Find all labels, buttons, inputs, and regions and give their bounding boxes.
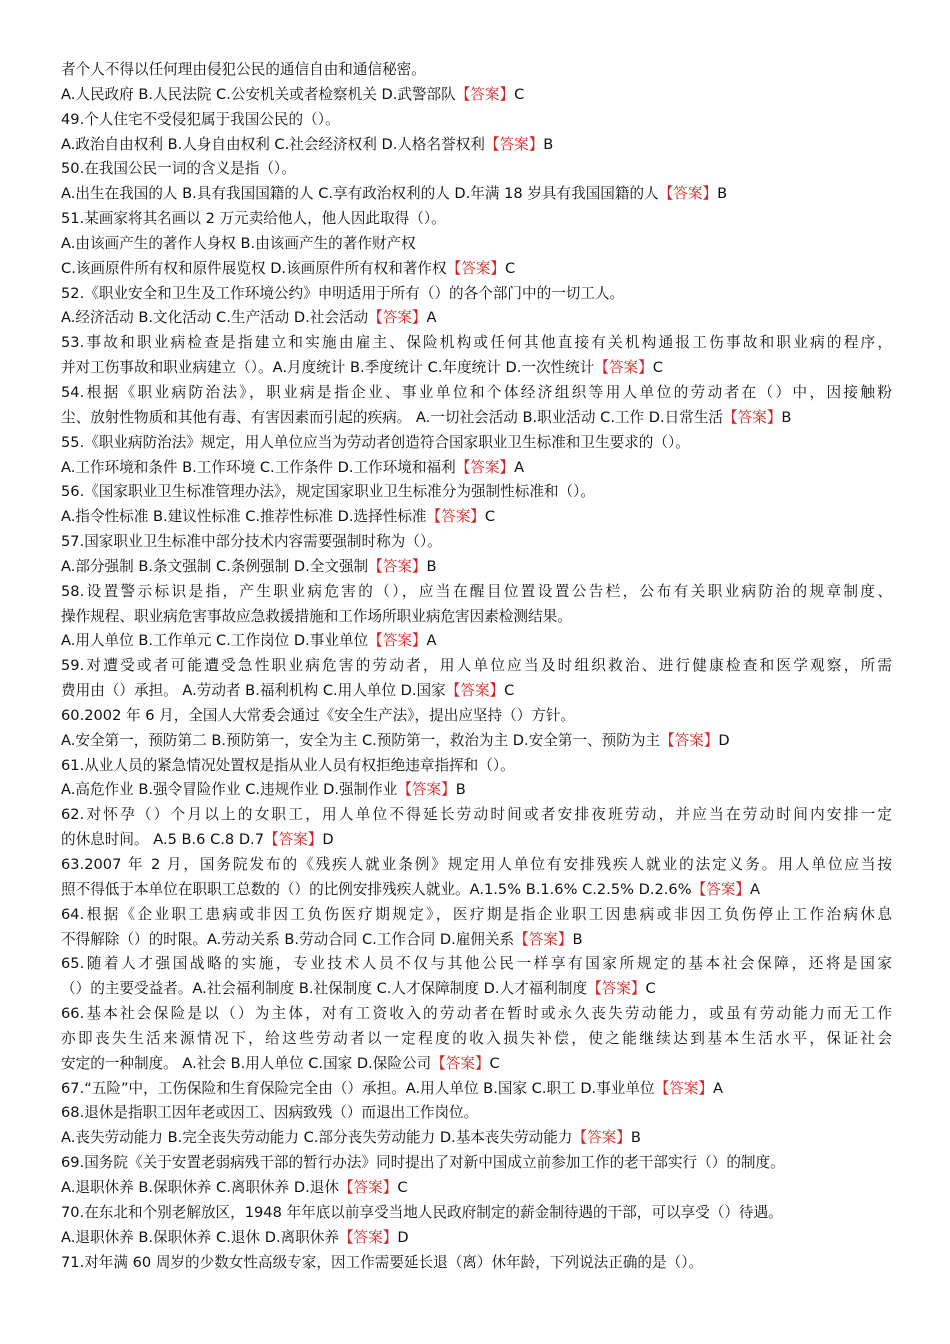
question-text-line [61, 853, 892, 878]
answer-option-line [61, 977, 892, 1002]
line-text: 63.2007 年 2 月，国务院发布的《残疾人就业条例》规定用人单位有安排残疾人就业的法定义务。用人单位应当按 [61, 856, 892, 873]
answer-key: B [630, 1129, 641, 1147]
answer-key: A [426, 632, 437, 650]
question-text-line [61, 157, 892, 182]
question-text-line [61, 480, 892, 505]
line-text: 71.对年满 60 周岁的少数女性高级专家，因工作需要延长退（离）休年龄，下列说法正确的是（）。 [61, 1253, 704, 1271]
answer-key: B [717, 185, 728, 203]
answer-option-line [61, 356, 892, 381]
answer-key: A [514, 458, 525, 476]
line-text: 不得解除（）的时限。A.劳动关系 B.劳动合同 C.工作合同 D.雇佣关系 [61, 930, 515, 948]
line-text: A.工作环境和条件 B.工作环境 C.工作条件 D.工作环境和福利 [61, 458, 456, 476]
answer-option-line [61, 1176, 892, 1201]
answer-key: C [397, 1178, 408, 1196]
question-text-line [61, 1251, 892, 1276]
question-text-line [61, 952, 892, 977]
answer-key: C [505, 259, 516, 277]
line-text: 70.在东北和个别老解放区，1948 年年底以前享受当地人民政府制定的薪金制待遇的干部，可以享受（）待遇。 [61, 1203, 783, 1221]
answer-label: 【答案】 [660, 731, 719, 749]
line-text: 66.基本社会保险是以（）为主体，对有工资收入的劳动者在暂时或永久丧失劳动能力，或虽有劳动能力而无工作 [61, 1005, 892, 1023]
answer-key: C [645, 980, 656, 998]
question-text-line [61, 1201, 892, 1226]
line-text: 68.退休是指职工因年老或因工、因病致残（）而退出工作岗位。 [61, 1104, 479, 1122]
question-text-line [61, 530, 892, 555]
answer-label: 【答案】 [654, 1079, 713, 1097]
line-text: 尘、放射性物质和其他有毒、有害因素而引起的疾病。 A.一切社会活动 B.职业活动 C.工作 D.日常生活 [61, 408, 724, 426]
question-text-line [61, 331, 892, 356]
answer-key: C [652, 359, 663, 377]
answer-key: D [718, 731, 730, 749]
line-text: A.经济活动 B.文化活动 C.生产活动 D.社会活动 [61, 309, 369, 327]
line-text: 操作规程、职业病危害事故应急救援措施和工作场所职业病危害因素检测结果。 [61, 607, 572, 625]
answer-option-line [61, 1077, 892, 1102]
answer-option-line [61, 406, 892, 431]
line-text: A.政治自由权利 B.人身自由权利 C.社会经济权利 D.人格名誉权利 [61, 135, 485, 153]
answer-key: B [572, 930, 583, 948]
line-text: 者个人不得以任何理由侵犯公民的通信自由和通信秘密。 [61, 61, 426, 78]
answer-label: 【答案】 [484, 135, 544, 153]
line-text: A.退职休养 B.保职休养 C.退休 D.离职休养 [61, 1228, 339, 1246]
answer-option-line [61, 1226, 892, 1251]
answer-label: 【答案】 [572, 1129, 631, 1147]
line-text: 照不得低于本单位在职职工总数的（）的比例安排残疾人就业。A.1.5% B.1.6% C.2.5% D.2.6% [61, 880, 692, 898]
line-text: 49.个人住宅不受侵犯属于我国公民的（）。 [61, 110, 340, 128]
answer-key: B [543, 135, 554, 153]
answer-option-line [61, 679, 892, 704]
line-text: 54.根据《职业病防治法》，职业病是指企业、事业单位和个体经济组织等用人单位的劳动者在（）中，因接触粉 [61, 383, 892, 401]
answer-option-line [61, 505, 892, 530]
question-text-line [61, 207, 892, 232]
answer-label: 【答案】 [368, 309, 427, 327]
line-text: A.指令性标准 B.建议性标准 C.推荐性标准 D.选择性标准 [61, 508, 427, 526]
line-text: A.高危作业 B.强令冒险作业 C.违规作业 D.强制作业 [61, 781, 398, 799]
answer-key: B [455, 781, 466, 799]
answer-label: 【答案】 [426, 508, 485, 526]
question-text-line [61, 282, 892, 307]
line-text: A.部分强制 B.条文强制 C.条例强制 D.全文强制 [61, 557, 369, 575]
line-text: 52.《职业安全和卫生及工作环境公约》申明适用于所有（）的各个部门中的一切工人。 [61, 284, 625, 302]
line-text: 费用由（）承担。 A.劳动者 B.福利机构 C.用人单位 D.国家 [61, 682, 446, 700]
question-text-line [61, 704, 892, 729]
question-text-line [61, 381, 892, 406]
line-text: 51.某画家将其名画以 2 万元卖给他人，他人因此取得（）。 [61, 210, 446, 228]
answer-option-line [61, 182, 892, 207]
answer-label: 【答案】 [445, 682, 505, 700]
question-text-line [61, 108, 892, 133]
answer-option-line [61, 1126, 892, 1151]
question-text-line [61, 580, 892, 605]
answer-key: A [749, 880, 760, 898]
line-text: 58.设置警示标识是指，产生职业病危害的（），应当在醒目位置设置公告栏，公布有关职业病防治的规章制度、 [61, 582, 892, 600]
answer-option-line [61, 629, 892, 654]
answer-option-line [61, 306, 892, 331]
line-text: A.退职休养 B.保职休养 C.离职休养 D.退休 [61, 1178, 339, 1196]
question-text-line [61, 58, 892, 83]
question-text-line [61, 803, 892, 828]
line-text: 62.对怀孕（）个月以上的女职工，用人单位不得延长劳动时间或者安排夜班劳动，并应当在劳动时间内安排一定 [61, 806, 892, 824]
line-text: 64.根据《企业职工患病或非因工负伤医疗期规定》，医疗期是指企业职工因患病或非因工负伤停止工作治病休息 [61, 905, 892, 923]
line-text: 60.2002 年 6 月，全国人大常委会通过《安全生产法》，提出应坚持（）方针。 [61, 706, 576, 724]
answer-label: 【答案】 [455, 458, 515, 476]
answer-option-line [61, 778, 892, 803]
answer-key: C [484, 508, 496, 526]
answer-label: 【答案】 [431, 1054, 490, 1072]
question-text-line [61, 903, 892, 928]
answer-option-line [61, 133, 892, 158]
answer-option-line [61, 729, 892, 754]
question-text-line [61, 431, 892, 456]
answer-key: C [504, 682, 515, 700]
line-text: A.出生在我国的人 B.具有我国国籍的人 C.享有政治权利的人 D.年满 18 岁具有我国国籍的人 [61, 185, 659, 203]
line-text: （）的主要受益者。A.社会福利制度 B.社保制度 C.人才保障制度 D.人才福利制度 [61, 980, 588, 998]
answer-label: 【答案】 [263, 831, 323, 849]
answer-option-line [61, 928, 892, 953]
line-text: A.由该画产生的著作人身权 B.由该画产生的著作财产权 [61, 234, 416, 252]
answer-label: 【答案】 [723, 408, 782, 426]
answer-label: 【答案】 [594, 359, 653, 377]
line-text: 61.从业人员的紧急情况处置权是指从业人员有权拒绝违章指挥和（）。 [61, 756, 515, 774]
answer-label: 【答案】 [455, 85, 515, 103]
line-text: 并对工伤事故和职业病建立（）。A.月度统计 B.季度统计 C.年度统计 D.一次性统计 [61, 359, 595, 377]
question-text-line [61, 232, 892, 257]
answer-label: 【答案】 [587, 980, 646, 998]
line-text: 安定的一种制度。 A.社会 B.用人单位 C.国家 D.保险公司 [61, 1054, 432, 1072]
question-text-line [61, 1002, 892, 1027]
answer-option-line [61, 456, 892, 481]
line-text: A.安全第一，预防第二 B.预防第一，安全为主 C.预防第一，救治为主 D.安全第一、预防为主 [61, 731, 661, 749]
line-text: 59.对遭受或者可能遭受急性职业病危害的劳动者，用人单位应当及时组织救治、进行健康检查和医学观察，所需 [61, 657, 892, 675]
answer-option-line [61, 828, 892, 853]
answer-option-line [61, 83, 892, 108]
answer-key: A [426, 309, 437, 327]
answer-key: B [781, 408, 792, 426]
line-text: 65.随着人才强国战略的实施，专业技术人员不仅与其他公民一样享有国家所规定的基本社会保障，还将是国家 [61, 955, 892, 973]
answer-key: C [489, 1054, 500, 1072]
answer-option-line [61, 555, 892, 580]
line-text: A.人民政府 B.人民法院 C.公安机关或者检察机关 D.武警部队 [61, 85, 456, 103]
line-text: 57.国家职业卫生标准中部分技术内容需要强制时称为（）。 [61, 533, 442, 551]
answer-label: 【答案】 [338, 1178, 398, 1196]
line-text: 69.国务院《关于安置老弱病残干部的暂行办法》同时提出了对新中国成立前参加工作的老干部实行（）的制度。 [61, 1154, 785, 1172]
question-text-line [61, 754, 892, 779]
question-text-line [61, 1101, 892, 1126]
answer-label: 【答案】 [338, 1228, 398, 1246]
answer-key: B [426, 557, 437, 575]
answer-option-line [61, 257, 892, 282]
answer-option-line [61, 878, 892, 903]
answer-label: 【答案】 [514, 930, 573, 948]
answer-key: D [397, 1228, 409, 1246]
line-text: 55.《职业病防治法》规定，用人单位应当为劳动者创造符合国家职业卫生标准和卫生要求的（）。 [61, 433, 690, 451]
line-text: 53.事故和职业病检查是指建立和实施由雇主、保险机构或任何其他直接有关机构通报工伤事故和职业病的程序， [61, 334, 892, 352]
answer-key: C [514, 85, 525, 103]
answer-key: A [712, 1079, 723, 1097]
answer-key: D [322, 831, 334, 849]
line-text: 67.“五险”中，工伤保险和生育保险完全由（）承担。A.用人单位 B.国家 C.职工 D.事业单位 [61, 1079, 655, 1097]
answer-label: 【答案】 [446, 259, 505, 277]
question-text-line [61, 605, 892, 630]
line-text: A.用人单位 B.工作单元 C.工作岗位 D.事业单位 [61, 632, 369, 650]
question-text-line [61, 1151, 892, 1176]
question-text-line [61, 1027, 892, 1052]
line-text: 亦即丧失生活来源情况下，给这些劳动者以一定程度的收入损失补偿，使之能继续达到基本生活水平，保证社会 [61, 1029, 892, 1047]
answer-option-line [61, 1052, 892, 1077]
question-text-line [61, 654, 892, 679]
line-text: 56.《国家职业卫生标准管理办法》，规定国家职业卫生标准分为强制性标准和（）。 [61, 483, 595, 501]
line-text: 50.在我国公民一词的含义是指（）。 [61, 160, 296, 178]
line-text: C.该画原件所有权和原件展览权 D.该画原件所有权和著作权 [61, 259, 447, 277]
answer-label: 【答案】 [397, 781, 456, 799]
line-text: A.丧失劳动能力 B.完全丧失劳动能力 C.部分丧失劳动能力 D.基本丧失劳动能力 [61, 1129, 573, 1147]
answer-label: 【答案】 [368, 632, 427, 650]
answer-label: 【答案】 [658, 185, 718, 203]
answer-label: 【答案】 [691, 880, 750, 898]
answer-label: 【答案】 [368, 557, 427, 575]
line-text: 的休息时间。 A.5 B.6 C.8 D.7 [61, 831, 264, 849]
